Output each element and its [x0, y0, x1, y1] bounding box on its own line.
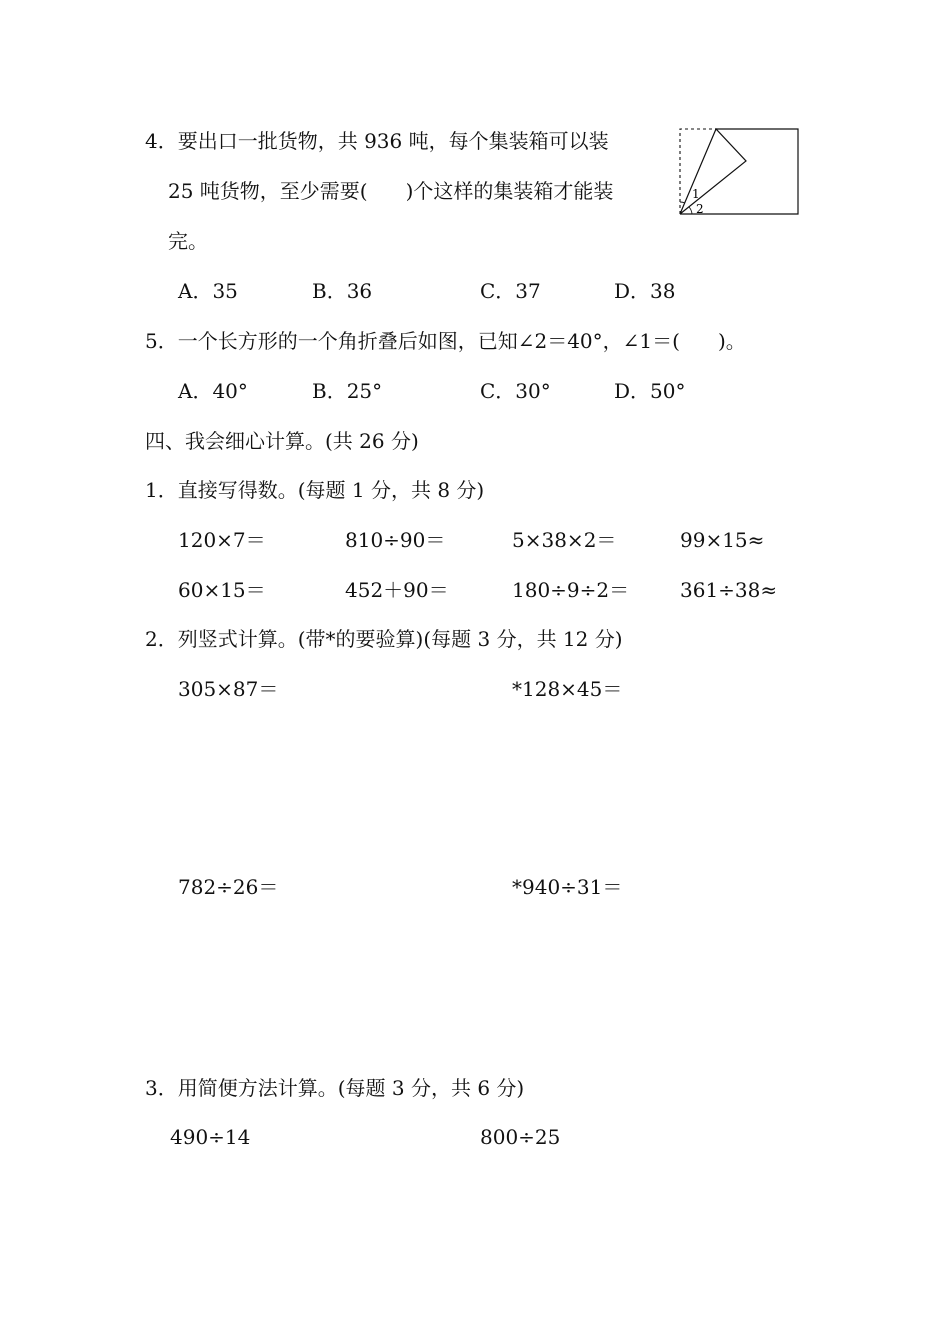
angle-1-arc: [680, 202, 685, 203]
simplify-calc-item: 490÷14: [170, 1125, 251, 1149]
q4-line1: 4．要出口一批货物，共 936 吨，每个集装箱可以装: [145, 129, 609, 153]
part1-title: 1．直接写得数。(每题 1 分，共 8 分): [145, 478, 485, 502]
vertical-calc-item: *940÷31＝: [512, 875, 623, 899]
calc-item: 361÷38≈: [680, 578, 778, 602]
simplify-calc-item: 800÷25: [480, 1125, 561, 1149]
q4-line2-pre: 25 吨货物，至少需要(: [168, 179, 368, 203]
q5-stem-post: )。: [717, 329, 746, 353]
q5-option-b[interactable]: B．25°: [312, 379, 383, 403]
calc-item: 60×15＝: [178, 578, 266, 602]
q5-stem-pre: 5．一个长方形的一个角折叠后如图，已知∠2＝40°，∠1＝(: [145, 329, 680, 353]
q4-line2: [168, 179, 613, 203]
part3-title: 3．用简便方法计算。(每题 3 分，共 6 分): [145, 1076, 525, 1100]
q5-stem: [145, 329, 746, 353]
q5-option-d[interactable]: D．50°: [614, 379, 686, 403]
q4-option-b[interactable]: B．36: [312, 279, 373, 303]
q5-option-c[interactable]: C．30°: [480, 379, 551, 403]
q4-option-c[interactable]: C．37: [480, 279, 541, 303]
calc-item: 120×7＝: [178, 528, 266, 552]
q4-option-a[interactable]: A．35: [178, 279, 238, 303]
section4-title: 四、我会细心计算。(共 26 分): [145, 429, 419, 453]
calc-item: 5×38×2＝: [512, 528, 617, 552]
calc-item: 99×15≈: [680, 528, 765, 552]
q4-option-d[interactable]: D．38: [614, 279, 676, 303]
vertical-calc-item: *128×45＝: [512, 677, 623, 701]
calc-item: 452＋90＝: [345, 578, 449, 602]
folded-rectangle-figure: [676, 126, 802, 218]
angle-2-arc: [689, 207, 692, 214]
angle-1-label: 1: [692, 187, 700, 201]
calc-item: 810÷90＝: [345, 528, 446, 552]
q5-option-a[interactable]: A．40°: [178, 379, 248, 403]
part2-title: 2．列竖式计算。(带*的要验算)(每题 3 分，共 12 分): [145, 627, 623, 651]
vertical-calc-item: 782÷26＝: [178, 875, 279, 899]
calc-item: 180÷9÷2＝: [512, 578, 630, 602]
q4-line2-post: )个这样的集装箱才能装: [405, 179, 614, 203]
angle-2-label: 2: [696, 202, 704, 216]
vertical-calc-item: 305×87＝: [178, 677, 279, 701]
q4-line3: 完。: [168, 229, 208, 253]
folded-flap: [680, 129, 746, 214]
